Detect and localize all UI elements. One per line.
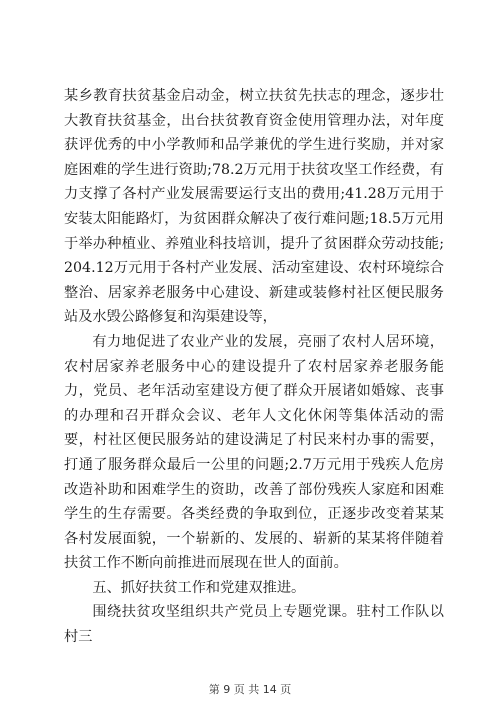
paragraph-2: 有力地促进了农业产业的发展，亮丽了农村人居环境，农村居家养老服务中心的建设提升了农村居家养老服务能力，党员、老年活动室建设方便了群众开展诸如婚嫁、丧事的办理和召开群众会议、老年人文化休闲等集体活动的需要，村社区便民服务站的建设满足了村民来村办事的需要，打通了服务群众最后一公里的问题;2.7万元用于残疾人危房改造补助和困难学生的资助，改善了部份残疾人家庭和困难学生的生存需要。各类经费的争取到位，正逐步改变着某某各村发展面貌，一个崭新的、发展的、崭新的某某将伴随着扶贫工作不断向前推进而展现在世人的面前。 [64,333,444,572]
document-body [64,84,444,650]
page-number-footer: 第 9 页 共 14 页 [208,683,292,696]
paragraph-4: 围绕扶贫攻坚组织共产党员上专题党课。驻村工作队以村三 [64,604,444,646]
paragraph-3-heading: 五、抓好扶贫工作和党建双推进。 [92,579,306,596]
paragraph-1: 某乡教育扶贫基金启动金，树立扶贫先扶志的理念，逐步壮大教育扶贫基金，出台扶贫教育资金使用管理办法，对年度获评优秀的中小学教师和品学兼优的学生进行奖励，并对家庭困难的学生进行资助;78.2万元用于扶贫攻坚工作经费，有力支撑了各村产业发展需要运行支出的费用;41.28万元用于安装太阳能路灯，为贫困群众解决了夜行难问题;18.5万元用于举办种植业、养殖业科技培训，提升了贫困群众劳动技能;204.12万元用于各村产业发展、活动室建设、农村环境综合整治、居家养老服务中心建设、新建或装修村社区便民服务站及水毁公路修复和沟渠建设等， [64,88,444,326]
